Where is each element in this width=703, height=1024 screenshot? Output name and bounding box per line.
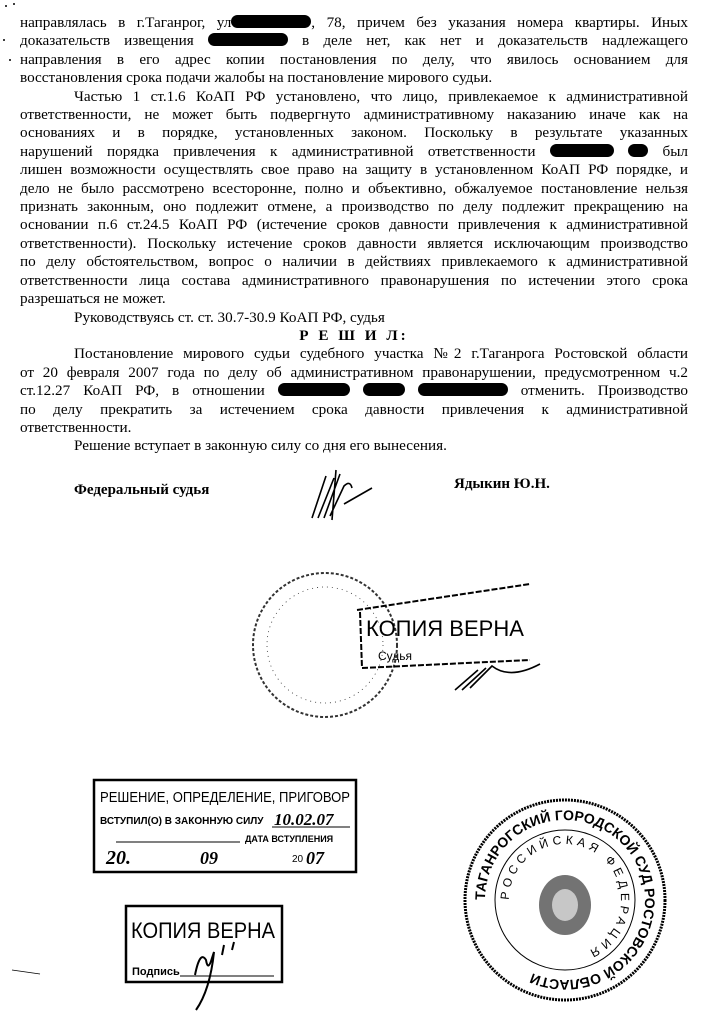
round-seal-faded — [253, 573, 397, 717]
copy-stamp-top — [357, 584, 540, 690]
entry-stamp-day: 20. — [106, 847, 131, 869]
entry-stamp-line2: ВСТУПИЛ(О) В ЗАКОННУЮ СИЛУ — [100, 816, 264, 827]
copy-stamp-top-text: КОПИЯ ВЕРНА — [366, 616, 524, 641]
copy-stamp-bottom-text: КОПИЯ ВЕРНА — [131, 918, 276, 943]
entry-stamp-month: 09 — [200, 848, 218, 868]
copy-stamp-bottom-label: Подпись — [132, 966, 180, 978]
scan-speckles — [3, 3, 40, 974]
text-segment: по делу прекратить за истечением срока давности привлечения к административной — [20, 400, 688, 418]
text-segment: направлялась в г.Таганрог, ул — [20, 14, 232, 31]
text-segment: в деле нет, как нет и доказательств надлежащего — [287, 32, 688, 50]
text-segment: направления в его адрес копии постановления по делу, что явилось основанием для — [20, 50, 688, 68]
entry-stamp-line1: РЕШЕНИЕ, ОПРЕДЕЛЕНИЕ, ПРИГОВОР — [100, 789, 350, 806]
text-segment: Решение вступает в законную силу со дня его вынесения. — [74, 437, 447, 455]
text-segment: был — [648, 142, 689, 160]
entry-stamp-date: 10.02.07 — [274, 810, 334, 829]
copy-stamp-top-label: Судья — [378, 649, 413, 663]
text-segment: Постановление мирового судьи судебного участка №2 г.Таганрога Ростовской области — [74, 345, 688, 363]
signer-title: Федеральный судья — [74, 482, 210, 498]
seal-inner-text: РОССИЙСКАЯ ФЕДЕРАЦИЯ — [497, 832, 633, 962]
text-segment: Частью 1 ст.1.6 КоАП РФ установлено, что лицо, привлекаемое к административной — [74, 87, 688, 105]
text-segment: основаниях и в порядке, установленных законом. Поскольку в результате указанных — [20, 124, 688, 142]
text-segment: ответственности, не может быть подвергнуто административному наказанию иначе как на — [20, 106, 688, 124]
round-seal — [465, 800, 665, 1000]
text-segment: нарушений порядка привлечения к административной ответственности — [20, 142, 550, 160]
text-segment: , 78, причем без указания номера квартиры. Иных — [311, 14, 688, 31]
copy-stamp-bottom — [126, 906, 282, 1010]
decision-heading: Р Е Ш И Л: — [299, 326, 409, 344]
entry-into-force-stamp — [94, 780, 356, 872]
text-segment: лишен возможности осуществлять свое право на защиту в установленном КоАП РФ порядке, и — [20, 161, 688, 179]
seal-outer-text: ТАГАНРОГСКИЙ ГОРОДСКОЙ СУД РОСТОВСКОЙ ОБЛАСТИ — [471, 806, 659, 994]
entry-stamp-year: 07 — [306, 848, 324, 868]
text-segment: основании п.6 ст.24.5 КоАП РФ (истечение сроков давности привлечения к административной — [20, 216, 688, 234]
coat-of-arms-icon — [539, 875, 591, 935]
entry-stamp-year-prefix: 20 — [292, 854, 304, 865]
signer-name: Ядыкин Ю.Н. — [454, 476, 550, 492]
text-segment: от 20 февраля 2007 года по делу об административном правонарушении, предусмотренном ч.2 — [20, 363, 688, 381]
text-segment: отменить. Производство — [507, 382, 689, 400]
text-segment: разрешаться не может. — [20, 290, 166, 308]
text-segment: ответственности лица состава административного правонарушения по истечении этого срока — [20, 271, 688, 289]
text-segment: ст.12.27 КоАП РФ, в отношении — [20, 382, 278, 400]
text-segment: ответственности. — [20, 418, 132, 436]
text-segment: Руководствуясь ст. ст. 30.7-30.9 КоАП РФ, судья — [74, 308, 385, 326]
text-segment: по делу обстоятельством, вопрос о наличии в действиях привлекаемого к административной — [20, 253, 688, 271]
text-segment: признать законным, оно подлежит отмене, а производство по делу подлежит прекращению на — [20, 198, 688, 216]
text-segment: дело не было рассмотрено всесторонне, полно и объективно, обжалуемое постановление нельзя — [20, 179, 688, 197]
entry-stamp-line3: ДАТА ВСТУПЛЕНИЯ — [245, 834, 334, 844]
text-segment: восстановления срока подачи жалобы на постановление мирового судьи. — [20, 69, 493, 87]
text-segment: ответственности). Поскольку истечение сроков давности является исключающим производство — [20, 234, 688, 252]
text-segment: доказательств извещения — [20, 32, 208, 50]
